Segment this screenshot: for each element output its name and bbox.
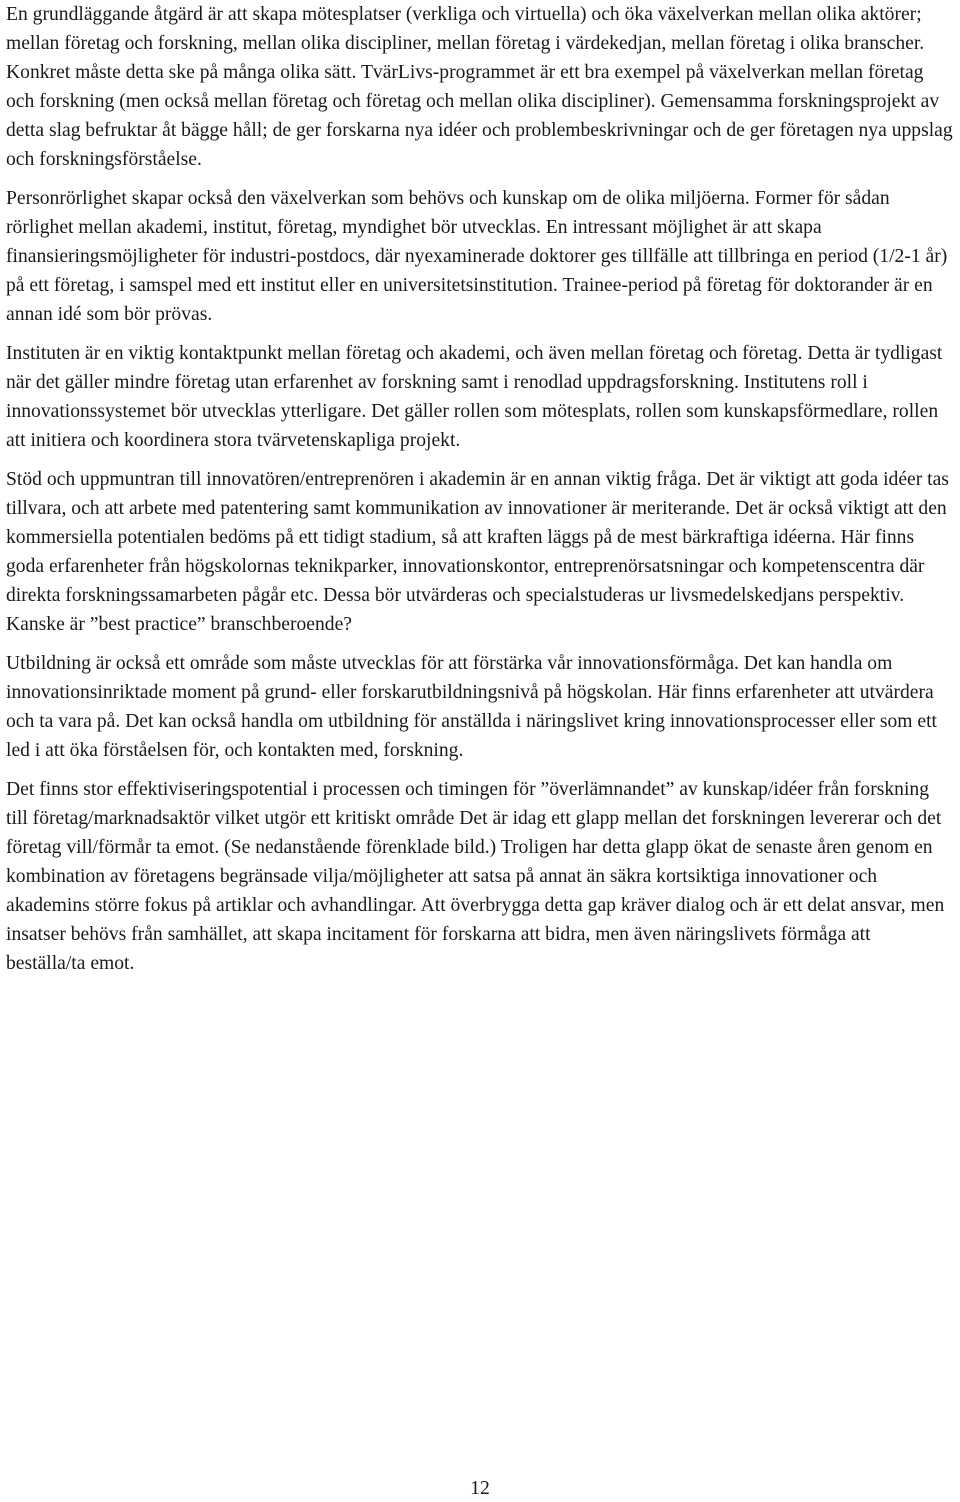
paragraph-innovator-support: Stöd och uppmuntran till innovatören/entreprenören i akademin är en annan viktig fråga. Det är viktigt att goda idéer tas tillvara, och att arbete med patentering samt kommunikation av innovationer är meriterande. Det är också viktigt att den kommersiella potentialen bedöms på ett tidigt stadium, så att kraften läggs på de mest bärkraftiga idéerna. Här finns goda erfarenheter från högskolornas teknikparker, innovationskontor, entreprenörsatsningar och kompetenscentra där direkta forskningssamarbeten pågår etc. Dessa bör utvärderas och specialstuderas ur livsmedelskedjans perspektiv. Kanske är ”best practice” branschberoende? [6, 469, 949, 635]
paragraph-mobility: Personrörlighet skapar också den växelverkan som behövs och kunskap om de olika miljöerna. Former för sådan rörlighet mellan akademi, institut, företag, myndighet bör utvecklas. En intressant möjlighet är att skapa finansieringsmöjligheter för industri-postdocs, där nyexaminerade doktorer ges tillfälle att tillbringa en period (1/2-1 år) på ett företag, i samspel med ett institut eller en universitetsinstitution. Trainee-period på företag för doktorander är en annan idé som bör prövas. [6, 188, 948, 325]
paragraph-institutes: Instituten är en viktig kontaktpunkt mellan företag och akademi, och även mellan företag och företag. Detta är tydligast när det gäller mindre företag utan erfarenhet av forskning samt i renodlad uppdragsforskning. Institutens roll i innovationssystemet bör utvecklas ytterligare. Det gäller rollen som mötesplats, rollen som kunskapsförmedlare, rollen att initiera och koordinera stora tvärvetenskapliga projekt. [6, 343, 943, 451]
paragraph-meeting-places: En grundläggande åtgärd är att skapa mötesplatser (verkliga och virtuella) och öka växelverkan mellan olika aktörer; mellan företag och forskning, mellan olika discipliner, mellan företag i värdekedjan, mellan företag i olika branscher. Konkret måste detta ske på många olika sätt. TvärLivs-programmet är ett bra exempel på växelverkan mellan företag och forskning (men också mellan företag och företag och mellan olika discipliner). Gemensamma forskningsprojekt av detta slag befruktar åt bägge håll; de ger forskarna nya idéer och problembeskrivningar och de ger företagen nya uppslag och forskningsförståelse. [6, 4, 953, 170]
page-number: 12 [470, 1478, 490, 1499]
paragraph-education: Utbildning är också ett område som måste utvecklas för att förstärka vår innovationsförmåga. Det kan handla om innovationsinriktade moment på grund- eller forskarutbildningsnivå på högskolan. Här finns erfarenheter att utvärdera och ta vara på. Det kan också handla om utbildning för anställda i näringslivet kring innovationsprocesser eller som ett led i att öka förståelsen för, och kontakten med, forskning. [6, 653, 937, 761]
document-body [6, 0, 954, 978]
paragraph-efficiency-gap: Det finns stor effektiviseringspotential i processen och timingen för ”överlämnandet” av kunskap/idéer från forskning till företag/marknadsaktör vilket utgör ett kritiskt område Det är idag ett glapp mellan det forskningen levererar och det företag vill/förmår ta emot. (Se nedanstående förenklade bild.) Troligen har detta glapp ökat de senaste åren genom en kombination av företagens begränsade vilja/möjligheter att satsa på annat än säkra kortsiktiga innovationer och akademins större fokus på artiklar och avhandlingar. Att överbrygga detta gap kräver dialog och är ett delat ansvar, men insatser behövs från samhället, att skapa incitament för forskarna att bidra, men även näringslivets förmåga att beställa/ta emot. [6, 779, 945, 974]
